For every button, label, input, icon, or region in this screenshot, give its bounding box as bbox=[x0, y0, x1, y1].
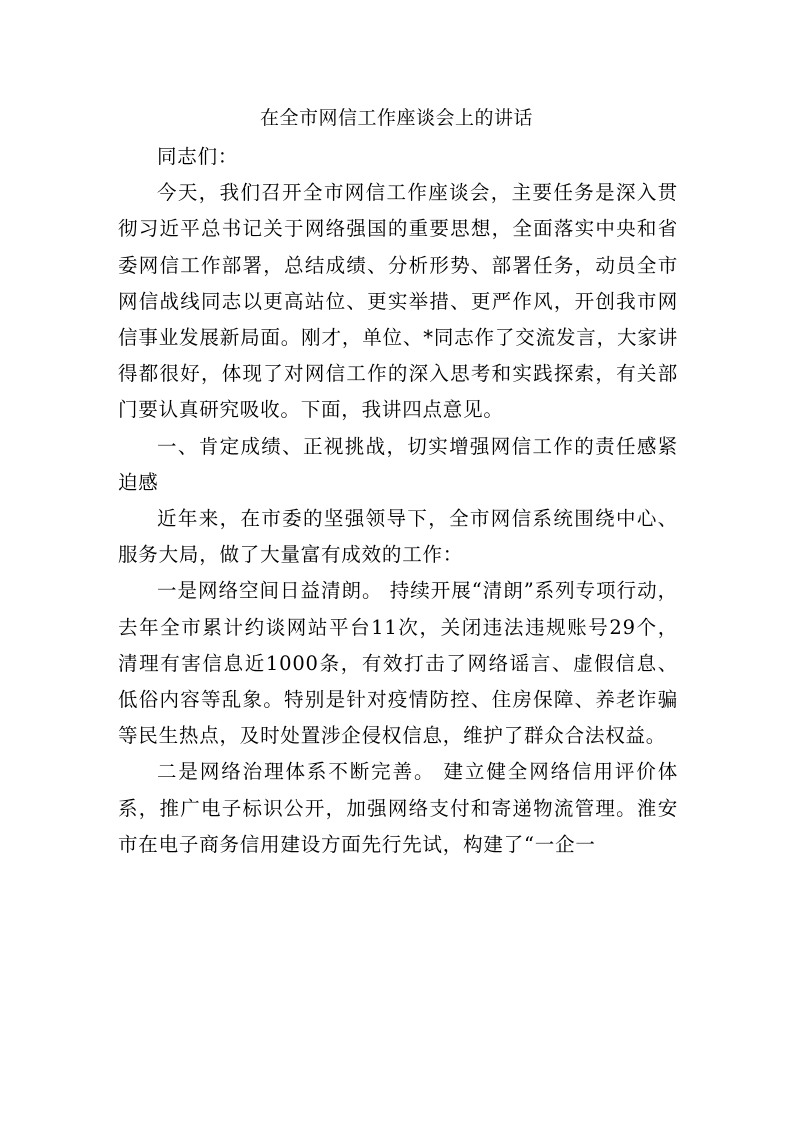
opening-paragraph: 今天，我们召开全市网信工作座谈会，主要任务是深入贯彻习近平总书记关于网络强国的重要思想，全面落实中央和省委网信工作部署，总结成绩、分析形势、部署任务，动员全市网信战线同志以更高站位、更实举措、更严作风，开创我市网信事业发展新局面。刚才，单位、*同志作了交流发言，大家讲得都很好，体现了对网信工作的深入思考和实践探索，有关部门要认真研究吸收。下面，我讲四点意见。 bbox=[118, 181, 678, 422]
document-body bbox=[118, 139, 678, 863]
document-title: 在全市网信工作座谈会上的讲话 bbox=[259, 107, 533, 129]
body-paragraph: 近年来，在市委的坚强领导下，全市网信系统围绕中心、服务大局，做了大量富有成效的工作： bbox=[118, 507, 678, 567]
section-heading-1: 一、肯定成绩、正视挑战，切实增强网信工作的责任感紧迫感 bbox=[118, 434, 678, 494]
body-paragraph: 一是网络空间日益清朗。 持续开展“清朗”系列专项行动，去年全市累计约谈网站平台11次，关闭违法违规账号29个，清理有害信息近1000条，有效打击了网络谣言、虚假信息、低俗内容等乱象。特别是针对疫情防控、住房保障、养老诈骗等民生热点，及时处置涉企侵权信息，维护了群众合法权益。 bbox=[118, 579, 678, 748]
body-paragraph: 二是网络治理体系不断完善。 建立健全网络信用评价体系，推广电子标识公开，加强网络支付和寄递物流管理。淮安市在电子商务信用建设方面先行先试，构建了“一企一 bbox=[118, 760, 678, 856]
salutation-paragraph: 同志们： bbox=[157, 145, 239, 168]
